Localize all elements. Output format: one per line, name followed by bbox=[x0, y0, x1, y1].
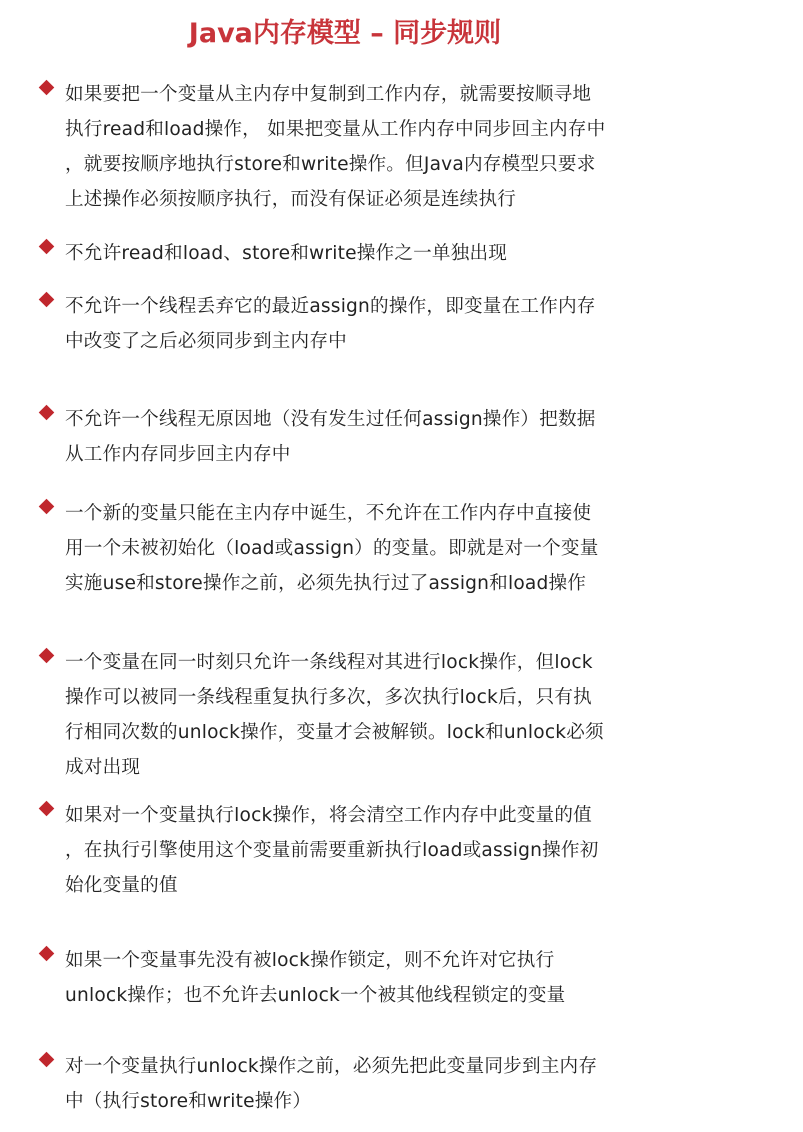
rule-line: 从工作内存同步回主内存中 bbox=[65, 444, 291, 465]
rule-line: 不允许一个线程丢弃它的最近assign的操作，即变量在工作内存 bbox=[65, 296, 596, 317]
rule-line: 如果一个变量事先没有被lock操作锁定，则不允许对它执行 bbox=[65, 950, 555, 971]
rule-line: 行相同次数的unlock操作，变量才会被解锁。lock和unlock必须 bbox=[65, 722, 604, 743]
rule-line: 用一个未被初始化（load或assign）的变量。即就是对一个变量 bbox=[65, 538, 599, 559]
rule-line: 实施use和store操作之前，必须先执行过了assign和load操作 bbox=[65, 573, 587, 594]
rule-line: 一个新的变量只能在主内存中诞生，不允许在工作内存中直接使 bbox=[65, 503, 592, 524]
diamond-bullet-icon bbox=[39, 499, 55, 515]
diamond-bullet-icon bbox=[39, 405, 55, 421]
rule-line: ，在执行引擎使用这个变量前需要重新执行load或assign操作初 bbox=[65, 840, 599, 861]
rule-line: 成对出现 bbox=[65, 757, 141, 778]
diamond-bullet-icon bbox=[39, 946, 55, 962]
diamond-bullet-icon bbox=[39, 1052, 55, 1068]
rule-text bbox=[65, 496, 638, 601]
rule-text bbox=[65, 943, 638, 1013]
rule-text bbox=[65, 289, 638, 359]
page-title: Java内存模型 – 同步规则 bbox=[188, 18, 502, 49]
rule-line: 不允许一个线程无原因地（没有发生过任何assign操作）把数据 bbox=[65, 409, 596, 430]
rule-item-4 bbox=[38, 402, 638, 472]
rule-text bbox=[65, 402, 638, 472]
diamond-bullet-icon bbox=[39, 80, 55, 96]
diamond-bullet-icon bbox=[39, 648, 55, 664]
rule-line: 如果对一个变量执行lock操作，将会清空工作内存中此变量的值 bbox=[65, 805, 592, 826]
rule-line: 始化变量的值 bbox=[65, 875, 178, 896]
diamond-bullet-icon bbox=[39, 292, 55, 308]
rule-line: ，就要按顺序地执行store和write操作。但Java内存模型只要求 bbox=[65, 154, 596, 175]
rule-text bbox=[65, 1049, 638, 1119]
rule-line: 中改变了之后必须同步到主内存中 bbox=[65, 331, 347, 352]
rule-item-2 bbox=[38, 236, 638, 271]
rule-line: 如果要把一个变量从主内存中复制到工作内存，就需要按顺寻地 bbox=[65, 84, 592, 105]
rule-line: 一个变量在同一时刻只允许一条线程对其进行lock操作，但lock bbox=[65, 652, 593, 673]
rule-item-8 bbox=[38, 943, 638, 1013]
rule-line: 不允许read和load、store和write操作之一单独出现 bbox=[65, 243, 508, 264]
rule-item-6 bbox=[38, 645, 638, 785]
rule-line: 对一个变量执行unlock操作之前，必须先把此变量同步到主内存 bbox=[65, 1056, 598, 1077]
rule-line: 中（执行store和write操作） bbox=[65, 1091, 312, 1112]
rule-item-3 bbox=[38, 289, 638, 359]
rule-line: 上述操作必须按顺序执行，而没有保证必须是连续执行 bbox=[65, 189, 517, 210]
rule-item-7 bbox=[38, 798, 638, 903]
rule-line: unlock操作；也不允许去unlock一个被其他线程锁定的变量 bbox=[65, 985, 566, 1006]
rule-text bbox=[65, 77, 638, 217]
rule-text bbox=[65, 645, 638, 785]
rule-item-1 bbox=[38, 77, 638, 217]
rule-item-5 bbox=[38, 496, 638, 601]
rule-line: 执行read和load操作， 如果把变量从工作内存中同步回主内存中 bbox=[65, 119, 606, 140]
rule-text bbox=[65, 236, 638, 271]
rule-text bbox=[65, 798, 638, 903]
diamond-bullet-icon bbox=[39, 239, 55, 255]
diamond-bullet-icon bbox=[39, 801, 55, 817]
rule-item-9 bbox=[38, 1049, 638, 1119]
rule-line: 操作可以被同一条线程重复执行多次，多次执行lock后，只有执 bbox=[65, 687, 592, 708]
